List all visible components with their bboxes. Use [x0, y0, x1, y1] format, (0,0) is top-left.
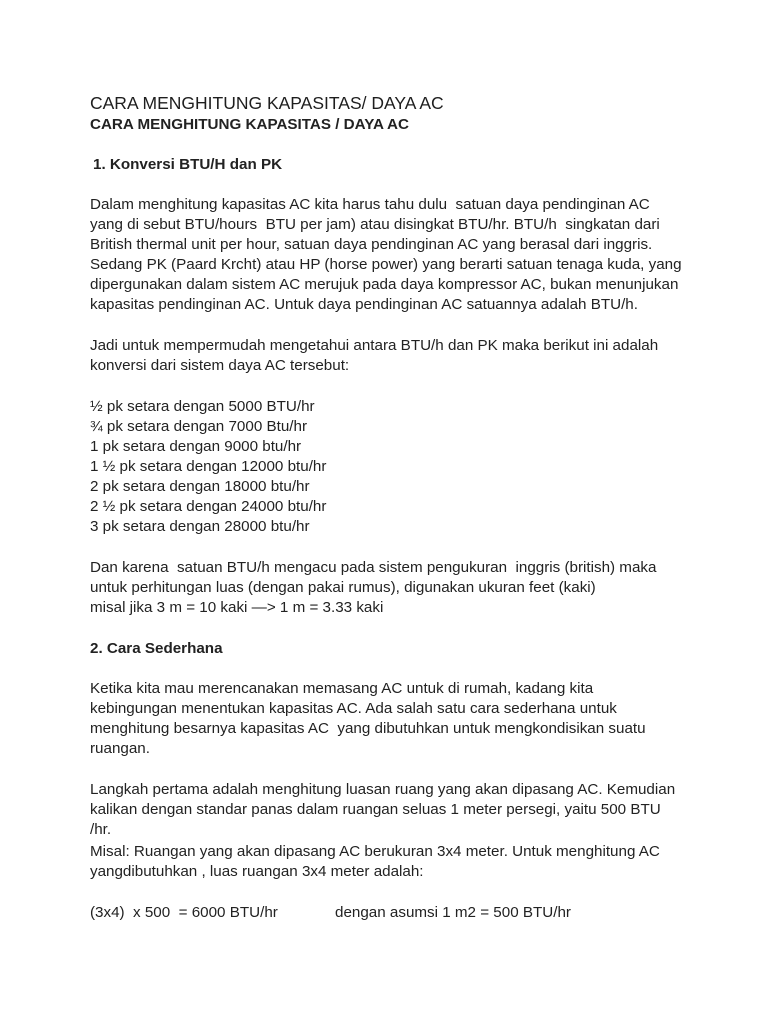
paragraph-line: untuk perhitungan luas (dengan pakai rumus), digunakan ukuran feet (kaki) — [90, 579, 596, 596]
conversion-item: 2 pk setara dengan 18000 btu/hr — [90, 478, 310, 495]
paragraph-line: menghitung besarnya kapasitas AC yang dibutuhkan untuk mengkondisikan suatu — [90, 720, 646, 737]
paragraph-line: kebingungan menentukan kapasitas AC. Ada salah satu cara sederhana untuk — [90, 700, 617, 717]
section-heading-konversi: 1. Konversi BTU/H dan PK — [93, 156, 283, 173]
conversion-item: 3 pk setara dengan 28000 btu/hr — [90, 518, 310, 535]
section-heading-cara-sederhana: 2. Cara Sederhana — [90, 640, 223, 657]
paragraph-line: Langkah pertama adalah menghitung luasan ruang yang akan dipasang AC. Kemudian — [90, 781, 676, 798]
paragraph-line: yangdibutuhkan , luas ruangan 3x4 meter adalah: — [90, 863, 424, 880]
paragraph-line: dipergunakan dalam sistem AC merujuk pada daya kompressor AC, bukan menunjukan — [90, 276, 679, 293]
paragraph-line: Ketika kita mau merencanakan memasang AC untuk di rumah, kadang kita — [90, 680, 594, 697]
conversion-item: ½ pk setara dengan 5000 BTU/hr — [90, 398, 315, 415]
assumption-note: dengan asumsi 1 m2 = 500 BTU/hr — [335, 904, 571, 921]
document-subtitle: CARA MENGHITUNG KAPASITAS / DAYA AC — [90, 116, 409, 133]
document-title: CARA MENGHITUNG KAPASITAS/ DAYA AC — [90, 93, 444, 113]
paragraph-line: Sedang PK (Paard Krcht) atau HP (horse power) yang berarti satuan tenaga kuda, yang — [90, 256, 682, 273]
formula: (3x4) x 500 = 6000 BTU/hr — [90, 904, 278, 921]
paragraph-line: kapasitas pendinginan AC. Untuk daya pendinginan AC satuannya adalah BTU/h. — [90, 296, 638, 313]
paragraph-line: Dalam menghitung kapasitas AC kita harus tahu dulu satuan daya pendinginan AC — [90, 196, 650, 213]
conversion-item: 1 ½ pk setara dengan 12000 btu/hr — [90, 458, 327, 475]
paragraph-line: British thermal unit per hour, satuan daya pendinginan AC yang berasal dari inggris. — [90, 236, 653, 253]
paragraph-line: kalikan dengan standar panas dalam ruangan seluas 1 meter persegi, yaitu 500 BTU — [90, 801, 661, 818]
conversion-item: 1 pk setara dengan 9000 btu/hr — [90, 438, 302, 455]
paragraph-line: ruangan. — [90, 740, 150, 757]
paragraph-line: misal jika 3 m = 10 kaki —> 1 m = 3.33 kaki — [90, 599, 384, 616]
paragraph-line: yang di sebut BTU/hours BTU per jam) atau disingkat BTU/hr. BTU/h singkatan dari — [90, 216, 660, 233]
paragraph-line: /hr. — [90, 821, 112, 838]
paragraph-line: konversi dari sistem daya AC tersebut: — [90, 357, 350, 374]
paragraph-line: Jadi untuk mempermudah mengetahui antara BTU/h dan PK maka berikut ini adalah — [90, 337, 659, 354]
conversion-item: ¾ pk setara dengan 7000 Btu/hr — [90, 418, 308, 435]
conversion-item: 2 ½ pk setara dengan 24000 btu/hr — [90, 498, 327, 515]
paragraph-line: Misal: Ruangan yang akan dipasang AC berukuran 3x4 meter. Untuk menghitung AC — [90, 843, 660, 860]
paragraph-line: Dan karena satuan BTU/h mengacu pada sistem pengukuran inggris (british) maka — [90, 559, 657, 576]
